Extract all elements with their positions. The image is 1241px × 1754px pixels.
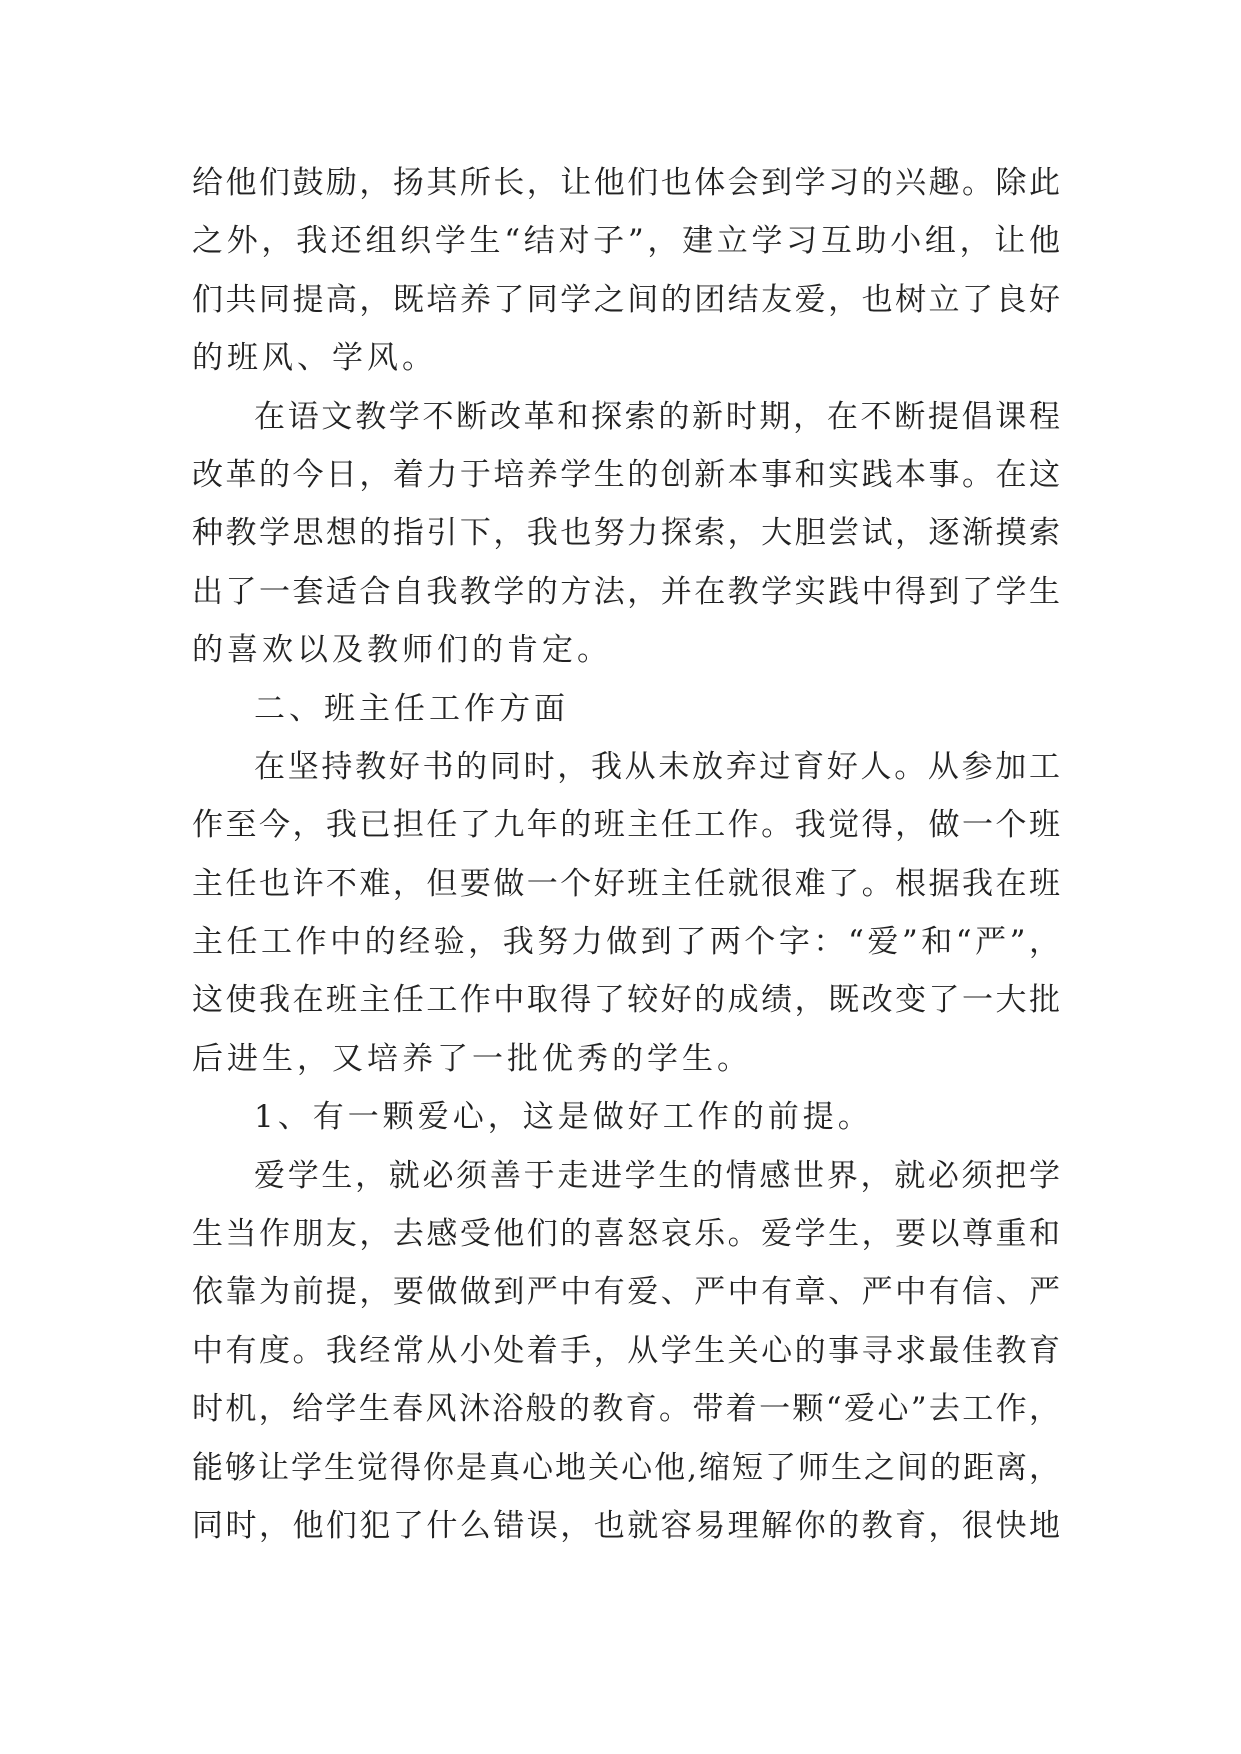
text-line: 在语文教学不断改革和探索的新时期，在不断提倡课程 [254,398,1060,435]
text-line: 二、班主任工作方面 [254,690,569,727]
text-line: 的喜欢以及教师们的肯定。 [192,632,612,669]
text-line: 1、有一颗爱心，这是做好工作的前提。 [254,1099,873,1136]
text-line: 时机，给学生春风沐浴般的教育。带着一颗“爱心”去工作， [192,1391,1060,1428]
text-line: 依靠为前提，要做做到严中有爱、严中有章、严中有信、严 [192,1274,1060,1311]
text-line: 后进生，又培养了一批优秀的学生。 [192,1040,752,1077]
text-line: 出了一套适合自我教学的方法，并在教学实践中得到了学生 [192,573,1060,610]
text-line: 在坚持教好书的同时，我从未放弃过育好人。从参加工 [254,748,1060,785]
text-line: 之外，我还组织学生“结对子”，建立学习互助小组，让他 [192,223,1060,260]
text-line: 的班风、学风。 [192,340,437,377]
text-line: 这使我在班主任工作中取得了较好的成绩，既改变了一大批 [192,982,1060,1019]
text-line: 生当作朋友，去感受他们的喜怒哀乐。爱学生，要以尊重和 [192,1216,1060,1253]
text-line: 爱学生，就必须善于走进学生的情感世界，就必须把学 [254,1157,1060,1194]
text-line: 同时，他们犯了什么错误，也就容易理解你的教育，很快地 [192,1507,1060,1544]
text-line: 种教学思想的指引下，我也努力探索，大胆尝试，逐渐摸索 [192,515,1060,552]
text-line: 们共同提高，既培养了同学之间的团结友爱，也树立了良好 [192,281,1060,318]
text-line: 主任工作中的经验，我努力做到了两个字：“爱”和“严”， [192,924,1060,961]
text-line: 中有度。我经常从小处着手，从学生关心的事寻求最佳教育 [192,1332,1060,1369]
text-line: 能够让学生觉得你是真心地关心他,缩短了师生之间的距离， [192,1449,1060,1486]
text-line: 改革的今日，着力于培养学生的创新本事和实践本事。在这 [192,456,1060,493]
text-line: 作至今，我已担任了九年的班主任工作。我觉得，做一个班 [192,807,1060,844]
text-line: 给他们鼓励，扬其所长，让他们也体会到学习的兴趣。除此 [192,165,1060,201]
body-text [192,154,1060,1555]
text-line: 主任也许不难，但要做一个好班主任就很难了。根据我在班 [192,865,1060,902]
